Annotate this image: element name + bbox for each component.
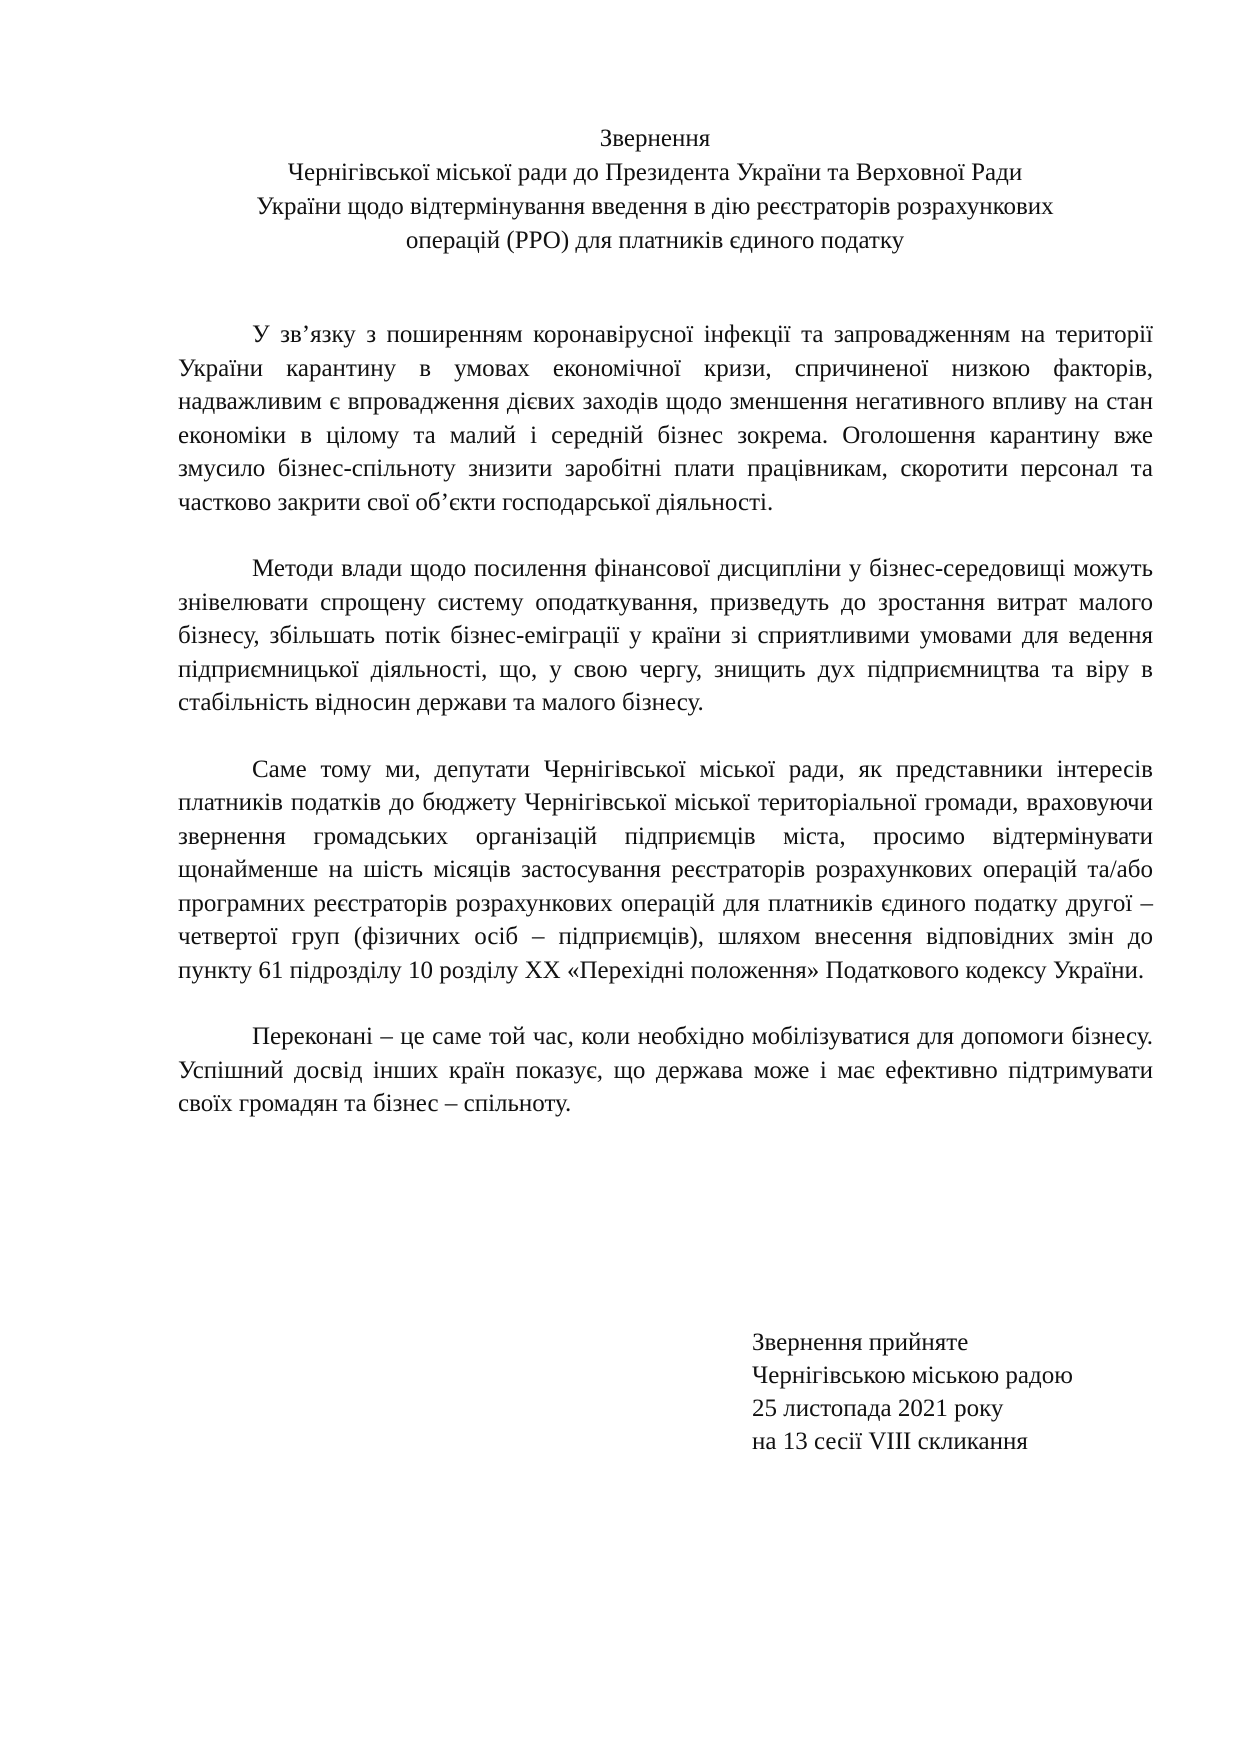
title-line-4: операцій (РРО) для платників єдиного податку bbox=[405, 227, 905, 254]
title-line-3: України щодо відтермінування введення в дію реєстраторів розрахункових bbox=[256, 193, 1054, 220]
body-paragraph: У зв’язку з поширенням коронавірусної інфекції та запровадженням на території України карантину в умовах економічної кризи, спричиненої низкою факторів, надважливим є впровадження дієвих заходів щодо зменшення негативного впливу на стан економіки в цілому та малий і середній бізнес зокрема. Оголошення карантину вже змусило бізнес-спільноту знизити заробітні плати працівникам, скоротити персонал та частково закрити свої об’єкти господарської діяльності. bbox=[178, 321, 1153, 516]
adoption-note bbox=[752, 1326, 1172, 1458]
title-line-1: Звернення bbox=[599, 125, 711, 152]
body-paragraph: Саме тому ми, депутати Чернігівської міської ради, як представники інтересів платників податків до бюджету Чернігівської міської територіальної громади, враховуючи звернення громадських організацій підприємців міста, просимо відтермінувати щонайменше на шість місяців застосування реєстраторів розрахункових операцій та/або програмних реєстраторів розрахункових операцій для платників єдиного податку другої – четвертої груп (фізичних осіб – підприємців), шляхом внесення відповідних змін до пункту 61 підрозділу 10 розділу XX «Перехідні положення» Податкового кодексу України. bbox=[178, 755, 1153, 984]
title-line-2: Чернігівської міської ради до Президента України та Верховної Ради bbox=[287, 159, 1023, 186]
adoption-line-2: Чернігівською міською радою bbox=[752, 1362, 1073, 1389]
body-paragraph: Переконані – це саме той час, коли необхідно мобілізуватися для допомоги бізнесу. Успішний досвід інших країн показує, що держава може і має ефективно підтримувати своїх громадян та бізнес – спільноту. bbox=[178, 1023, 1153, 1117]
document-body bbox=[178, 318, 1153, 1154]
adoption-date: 25 листопада 2021 року bbox=[752, 1395, 1004, 1422]
document-title bbox=[160, 122, 1150, 258]
adoption-session: на 13 сесії VIII скликання bbox=[752, 1428, 1028, 1455]
adoption-line-1: Звернення прийняте bbox=[752, 1329, 969, 1356]
body-paragraph: Методи влади щодо посилення фінансової дисципліни у бізнес-середовищі можуть знівелювати спрощену систему оподаткування, призведуть до зростання витрат малого бізнесу, збільшать потік бізнес-еміграції у країни зі сприятливими умовами для ведення підприємницької діяльності, що, у свою чергу, знищить дух підприємництва та віру в стабільність відносин держави та малого бізнесу. bbox=[178, 555, 1153, 716]
